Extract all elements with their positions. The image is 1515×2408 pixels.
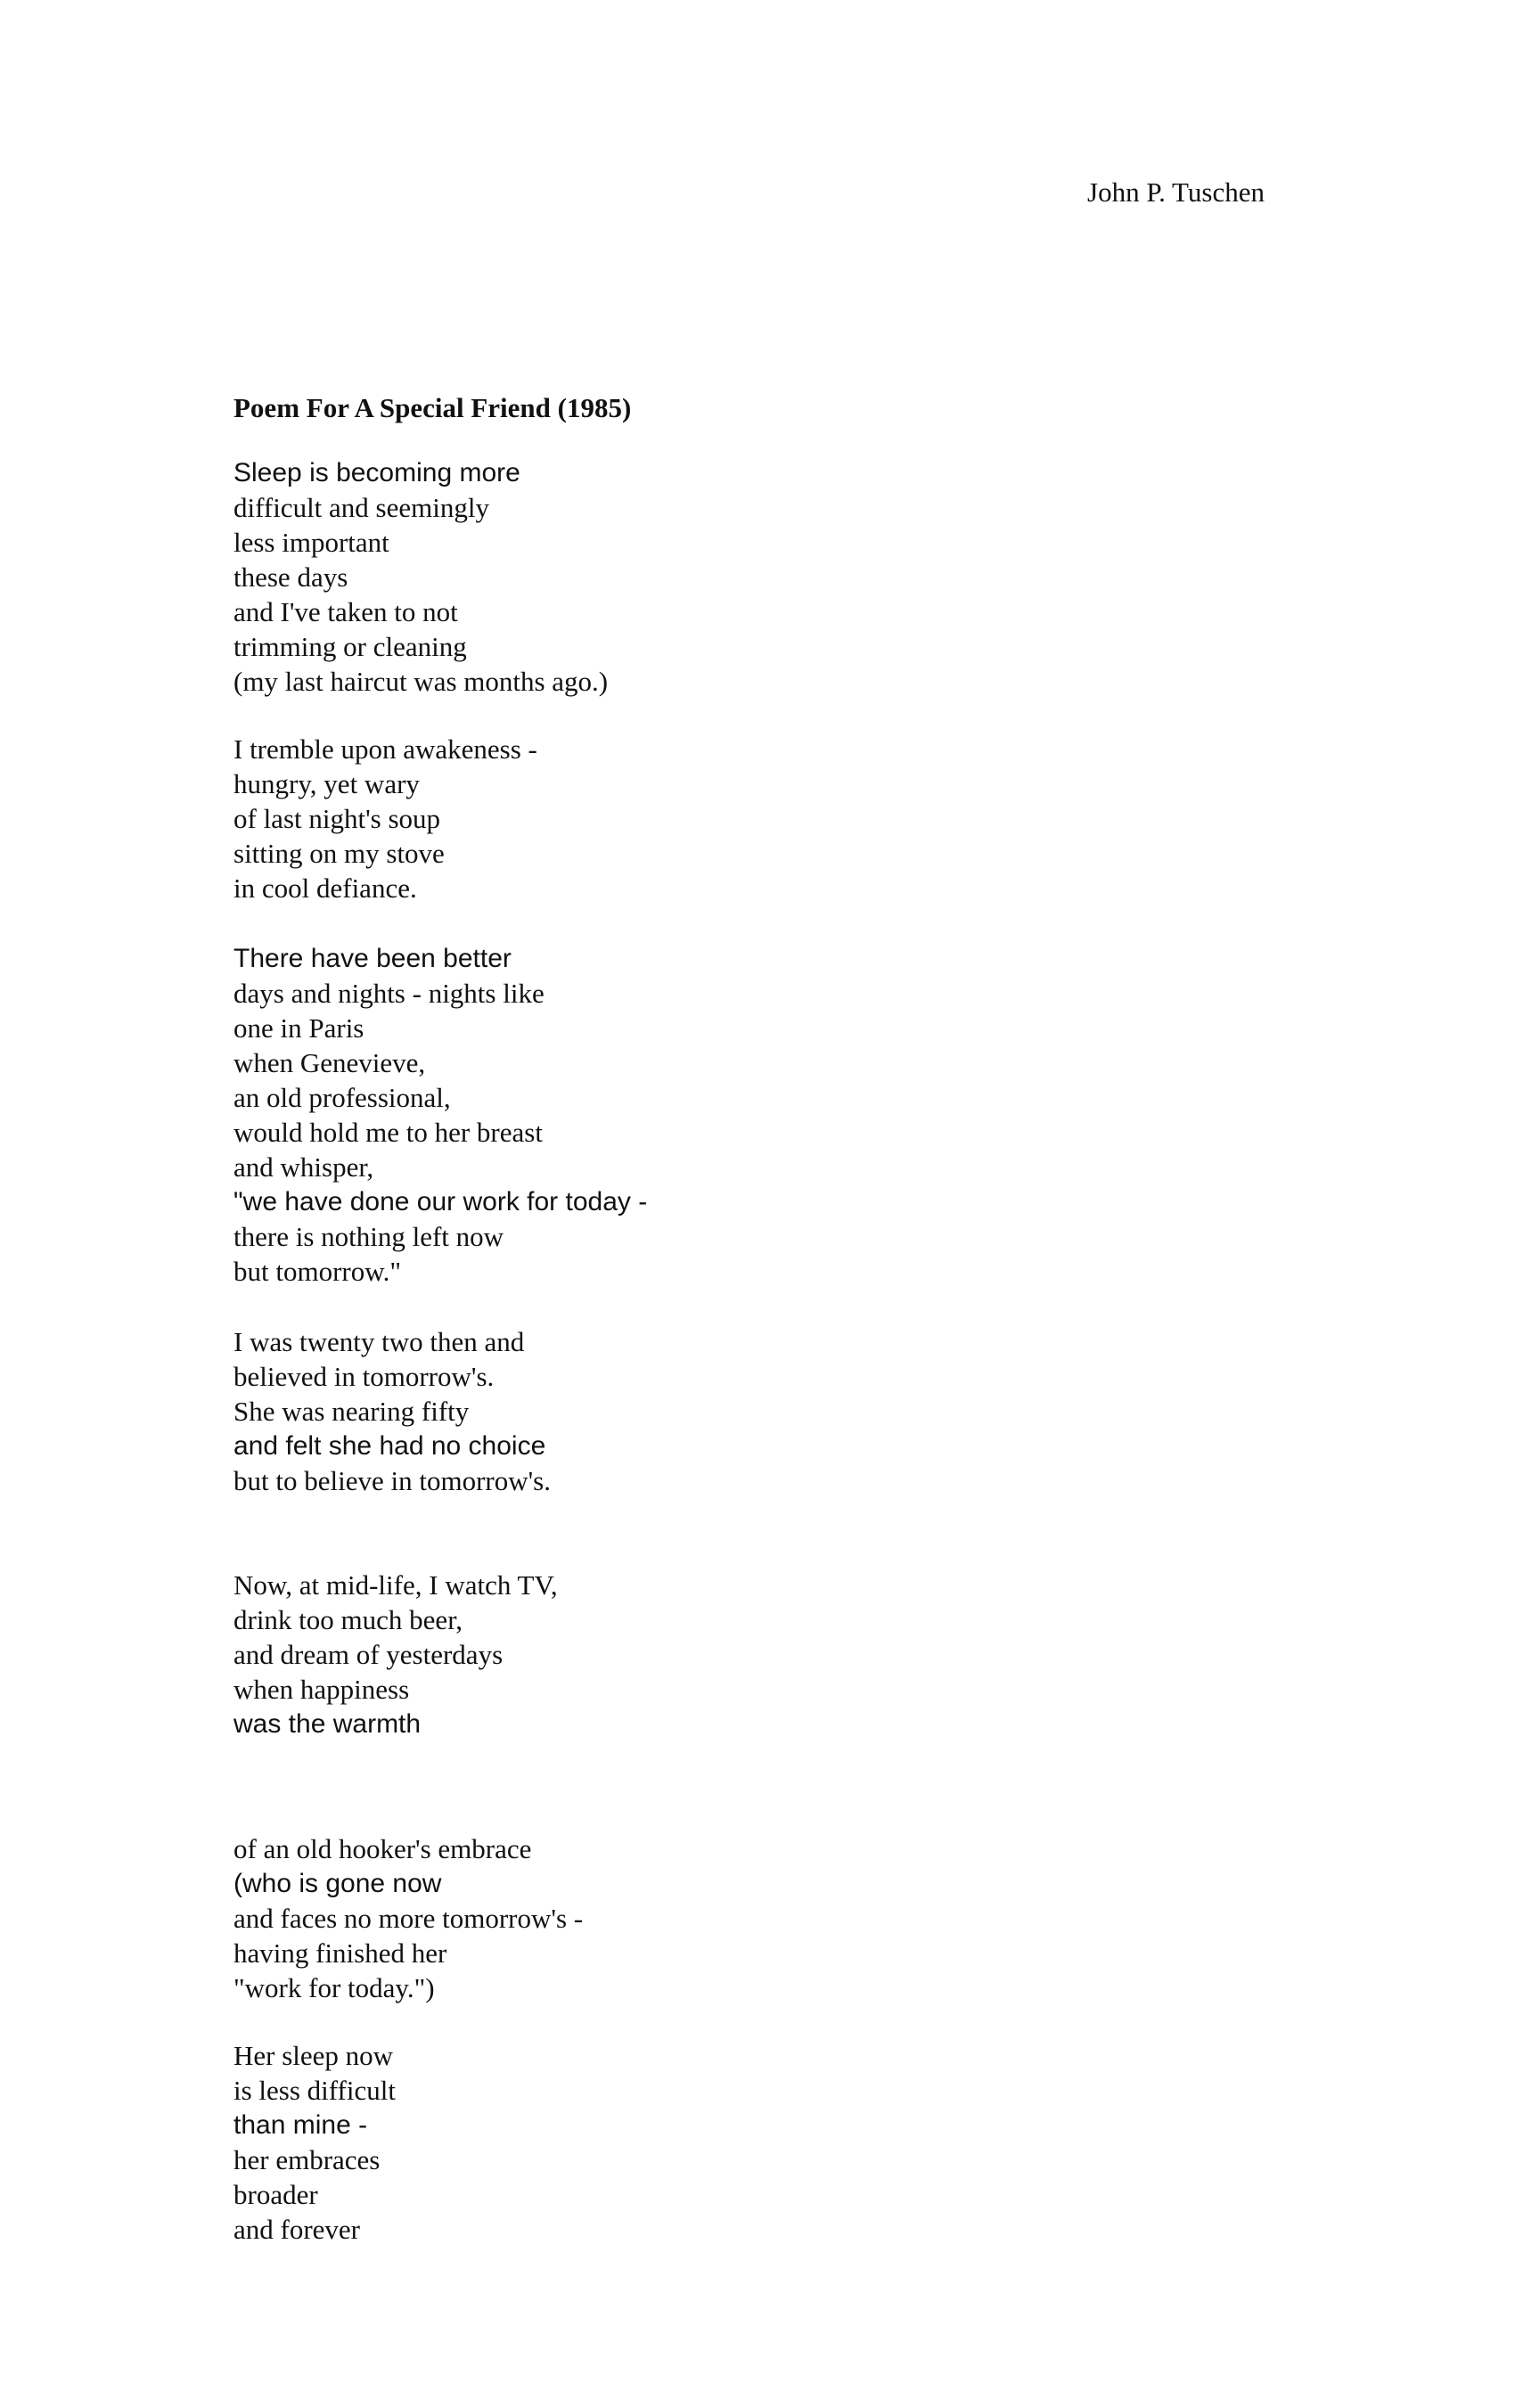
poem-line: (who is gone now [233,1869,442,1898]
poem-line: and whisper, [233,1151,374,1183]
poem-line: She was nearing fifty [233,1396,470,1427]
poem-line: (my last haircut was months ago.) [233,666,609,697]
poem-line: when Genevieve, [233,1047,426,1078]
poem-line: days and nights - nights like [233,978,545,1009]
poem-line: in cool defiance. [233,872,417,904]
poem-line: of last night's soup [233,803,441,834]
poem-line: difficult and seemingly [233,492,489,523]
poem-line: one in Paris [233,1012,364,1044]
poem-line: "we have done our work for today - [233,1187,648,1216]
poem-line: I tremble upon awakeness - [233,733,537,765]
poem-line: believed in tomorrow's. [233,1361,495,1392]
poem-line: her embraces [233,2144,381,2175]
poem-line: I was twenty two then and [233,1326,525,1357]
stanza [233,941,1214,1289]
poem-line: and forever [233,2214,360,2245]
stanza [233,1324,1214,1498]
poem-line: was the warmth [233,1709,422,1739]
stanza [233,455,1214,699]
poem-line: broader [233,2179,318,2210]
poem [233,390,1214,2247]
stanza [233,2038,1214,2247]
poem-line: and I've taken to not [233,596,458,627]
poem-line: an old professional, [233,1082,451,1113]
poem-line: there is nothing left now [233,1221,504,1252]
poem-line: Now, at mid-life, I watch TV, [233,1569,558,1601]
stanza [233,1568,1214,1741]
poem-line: "work for today.") [233,1972,435,2003]
poem-line: is less difficult [233,2075,396,2106]
poem-line: and dream of yesterdays [233,1639,504,1670]
poem-line: There have been better [233,944,512,973]
poem-line: sitting on my stove [233,838,445,869]
poem-line: of an old hooker's embrace [233,1833,532,1864]
poem-title: Poem For A Special Friend (1985) [233,392,632,423]
poem-line: less important [233,527,389,558]
poem-line: would hold me to her breast [233,1117,543,1148]
poem-line: Sleep is becoming more [233,458,520,487]
poem-line: but to believe in tomorrow's. [233,1465,552,1496]
poem-line: and faces no more tomorrow's - [233,1903,584,1934]
poem-line: having finished her [233,1937,447,1969]
poem-line: Her sleep now [233,2040,394,2071]
poem-line: but tomorrow." [233,1256,402,1287]
poem-line: these days [233,561,348,593]
poem-line: when happiness [233,1674,410,1705]
stanza [233,1831,1214,2005]
poem-line: trimming or cleaning [233,631,467,662]
poem-line: and felt she had no choice [233,1431,546,1461]
poem-line: drink too much beer, [233,1604,463,1635]
poem-line: hungry, yet wary [233,768,420,799]
poem-line: than mine - [233,2110,368,2140]
stanza [233,732,1214,905]
author-name: John P. Tuschen [1087,176,1265,208]
